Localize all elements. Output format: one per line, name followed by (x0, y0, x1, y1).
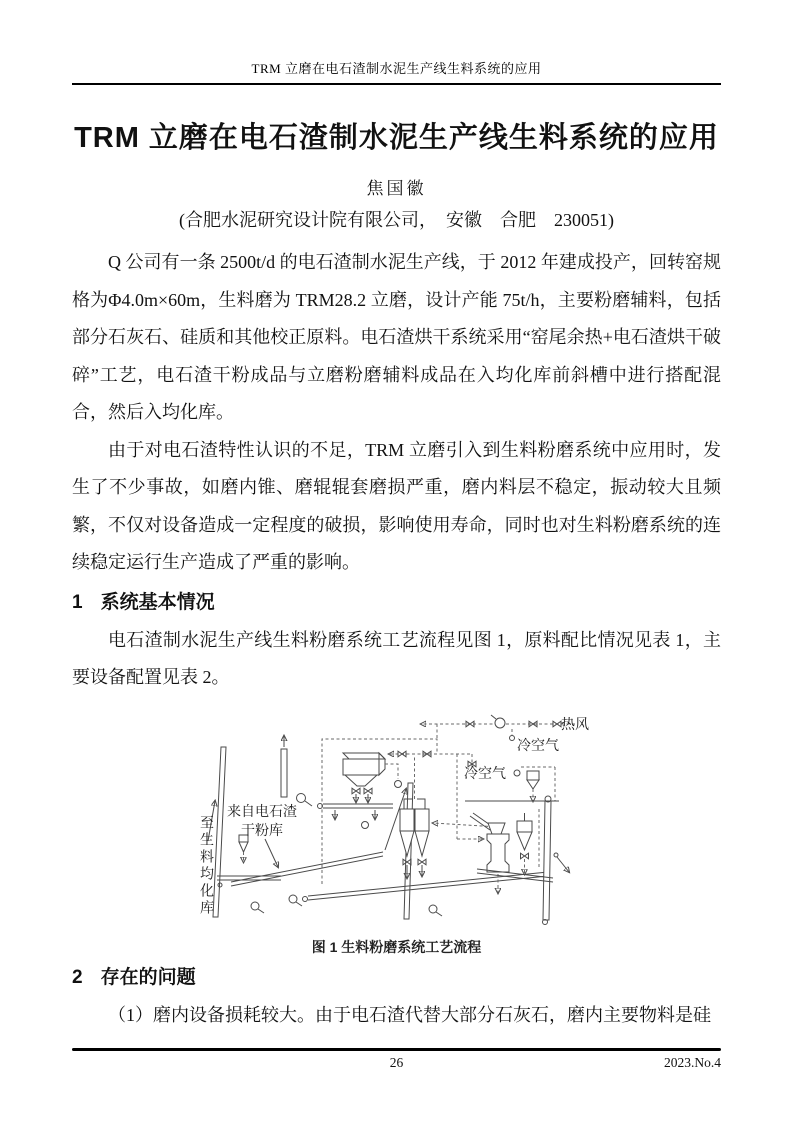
article-title: TRM 立磨在电石渣制水泥生产线生料系统的应用 (74, 122, 719, 154)
section-number: 2 (72, 966, 83, 988)
figure-1 (72, 709, 721, 957)
intro-paragraph-1: Q 公司有一条 2500t/d 的电石渣制水泥生产线，于 2012 年建成投产，回转窑规格为Φ4.0m×60m，生料磨为 TRM28.2 立磨，设计产能 75t/h，主要粉磨辅料，包括部分石灰石、硅质和其他校正原料。电石渣烘干系统采用“窑尾余热+电石渣烘干破碎”工艺，电石渣干粉成品与立磨粉磨辅料成品在入均化库前斜槽中进行搭配混合，然后入均化库。 (72, 252, 721, 422)
exhaust-stack (281, 736, 312, 806)
intro-paragraph-2: 由于对电石渣特性认识的不足，TRM 立磨引入到生料粉磨系统中应用时，发生了不少事故，如磨内锥、磨辊辊套磨损严重，磨内料层不稳定，振动较大且频繁，不仅对设备造成一定程度的破损，影响使用寿命，同时也对生料粉磨系统的连续稳定运行生产造成了严重的影响。 (72, 439, 721, 572)
section-number: 1 (72, 591, 83, 613)
from-silo-label-line1: 来自电石渣 (227, 804, 297, 820)
process-flow-drawing (165, 709, 695, 931)
author-affiliation: (合肥水泥研究设计院有限公司， 安徽 合肥 230051) (179, 210, 614, 230)
small-cyclone (517, 813, 532, 874)
hot-air-label: 热风 (561, 717, 589, 733)
process-flow-diagram (165, 709, 695, 931)
bin-air-slide (318, 803, 394, 828)
section-1-paragraph: 电石渣制水泥生产线生料粉磨系统工艺流程见图 1，原料配比情况见表 1，主要设备配置见表 2。 (72, 629, 721, 687)
right-bucket-elevator (465, 796, 569, 925)
cold-air-label-1: 冷空气 (517, 738, 559, 754)
from-silo-label-line2: 干粉库 (241, 823, 283, 839)
header-rule (72, 83, 721, 85)
to-homogenization-silo-label: 至生料均化库 (198, 814, 213, 917)
running-title: TRM 立磨在电石渣制水泥生产线生料系统的应用 (251, 61, 542, 76)
footer-row (72, 1055, 721, 1073)
section-heading-1 (72, 590, 721, 616)
bottom-air-slide (303, 872, 549, 916)
figure-caption: 图 1 生料粉磨系统工艺流程 (311, 938, 482, 955)
footer-rule (72, 1048, 721, 1051)
weighing-bin (343, 753, 402, 802)
section-heading-2 (72, 965, 721, 991)
section-title: 存在的问题 (100, 966, 196, 988)
author-name: 焦国徽 (366, 179, 427, 198)
cold-air-label-2: 冷空气 (464, 766, 506, 782)
page-number: 26 (389, 1055, 404, 1070)
running-header (72, 58, 721, 77)
page-footer (72, 1048, 721, 1073)
issue-label: 2023.No.4 (664, 1055, 721, 1070)
section-title: 系统基本情况 (100, 591, 215, 613)
section-2-paragraph: （1）磨内设备损耗较大。由于电石渣代替大部分石灰石，磨内主要物料是硅 (108, 1004, 711, 1025)
vertical-mill (470, 813, 509, 893)
